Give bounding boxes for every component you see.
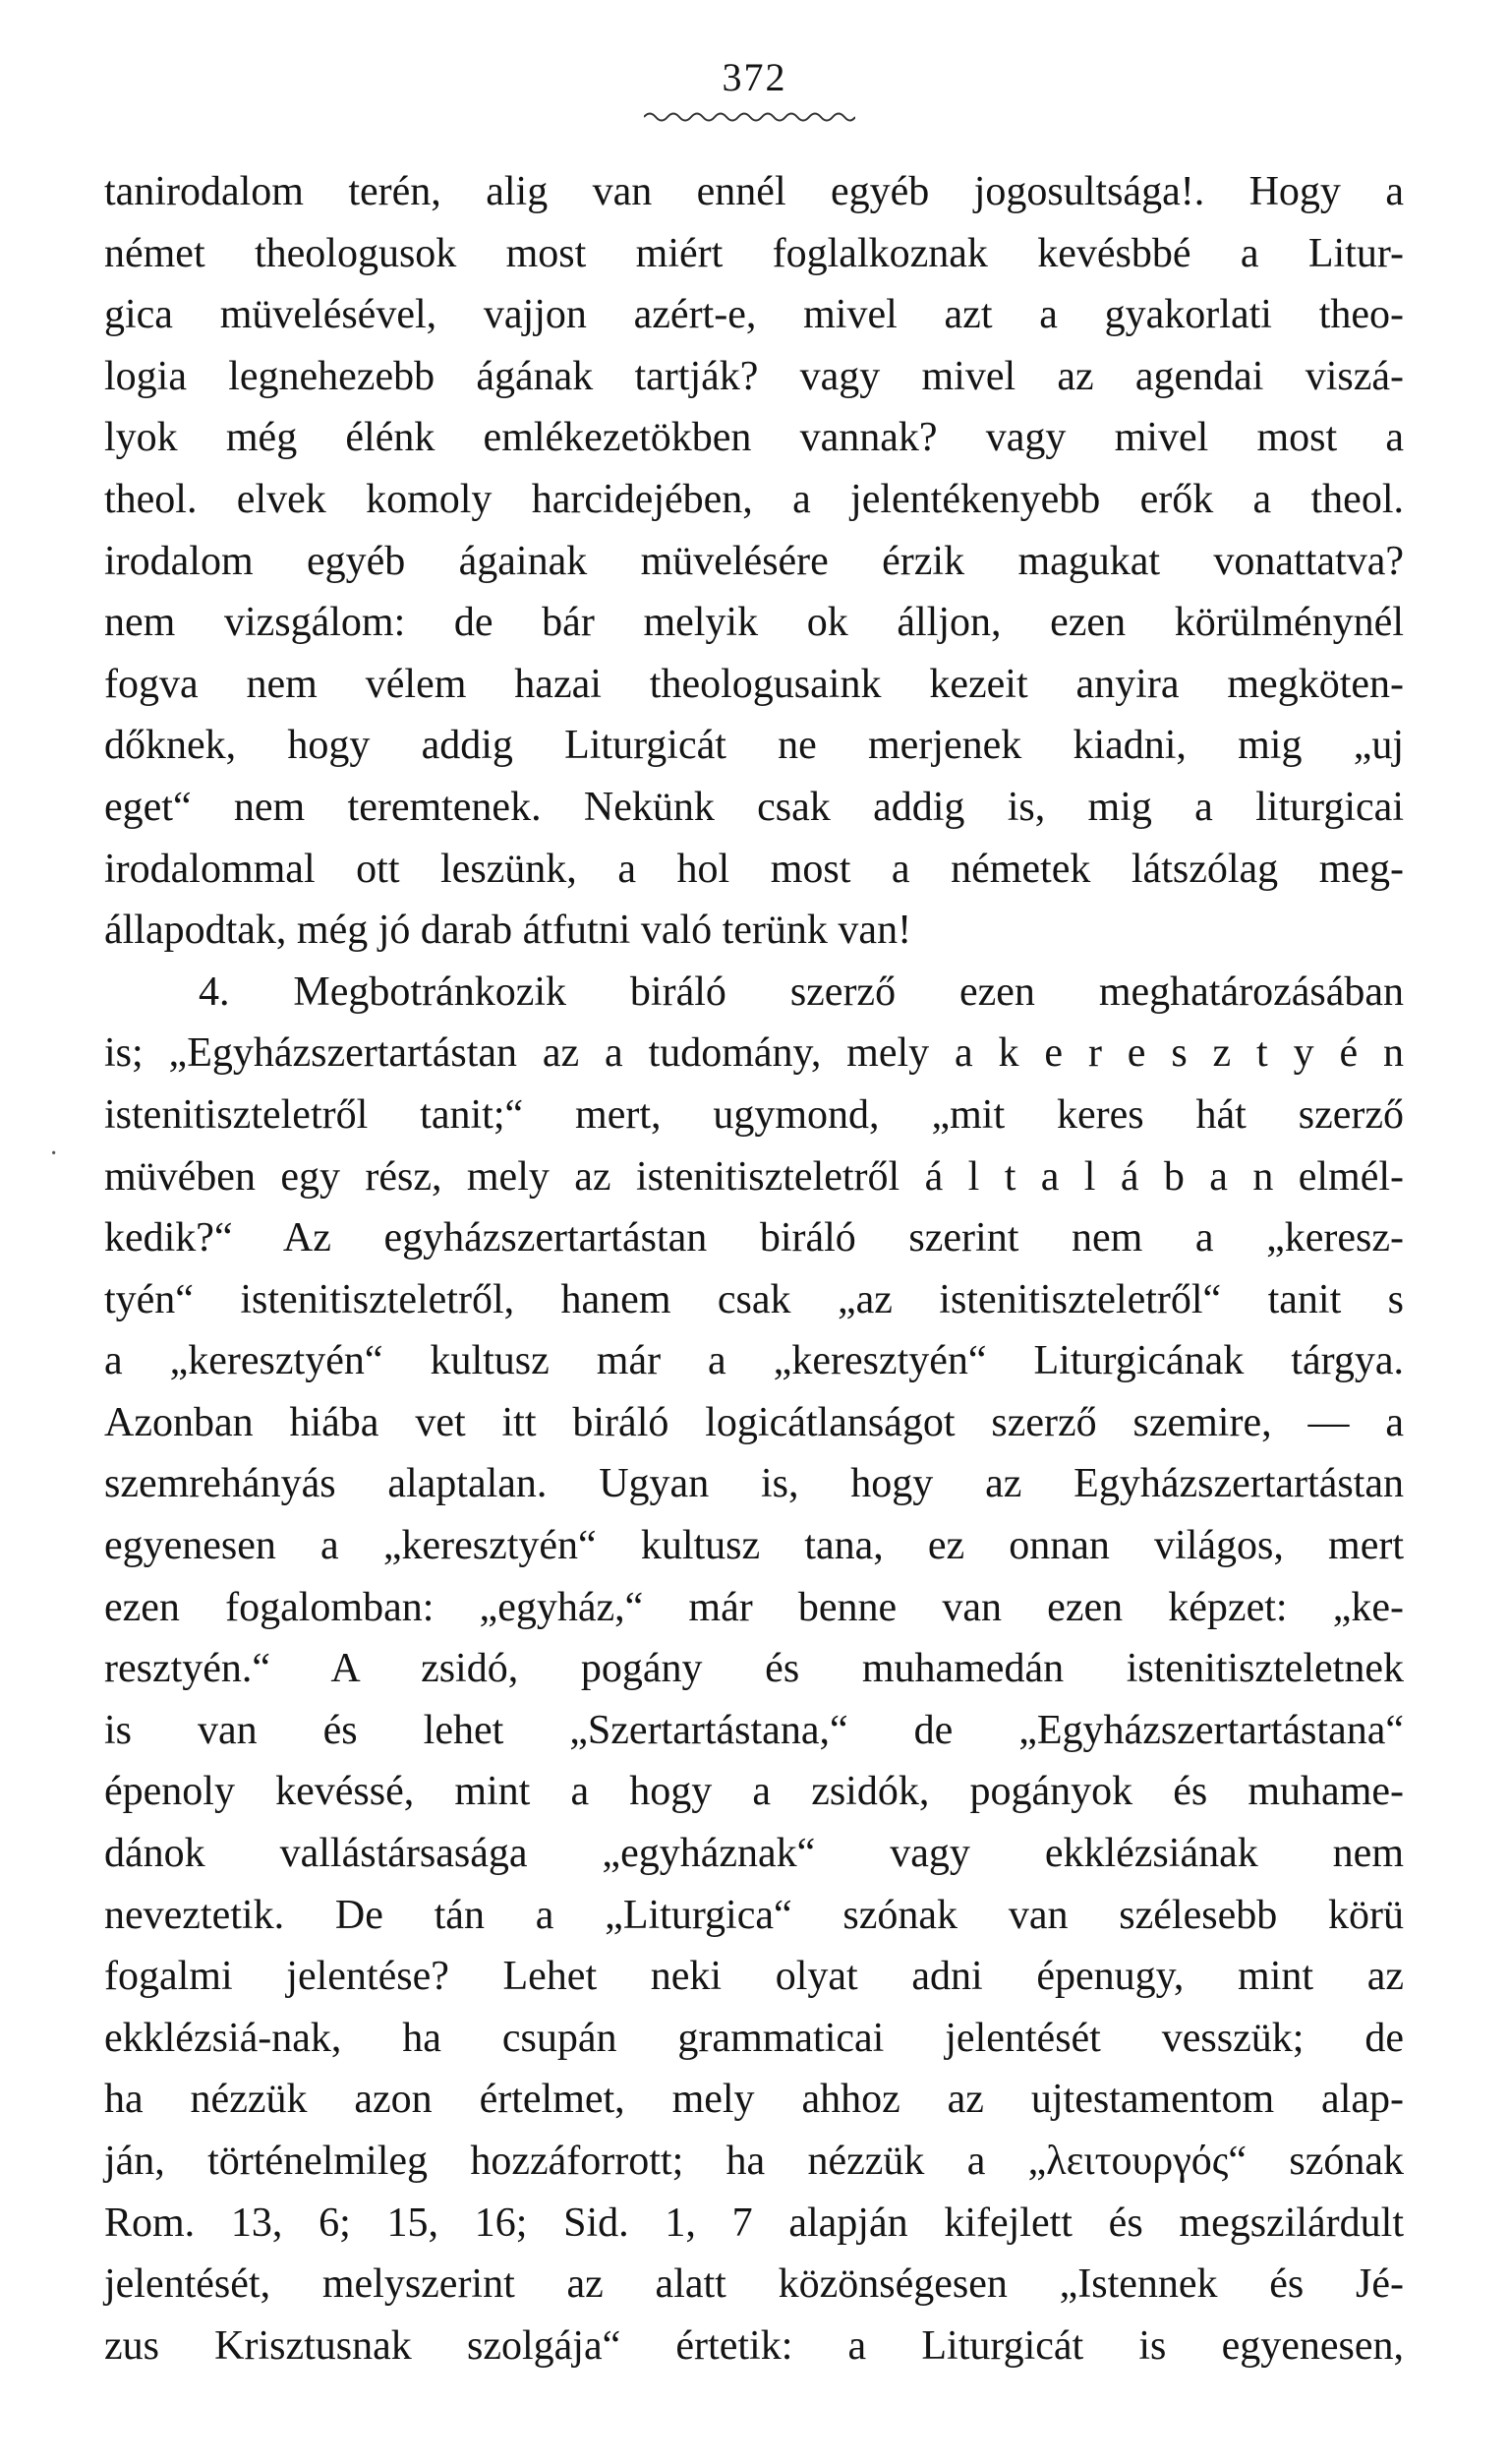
text-line: nem vizsgálom: de bár melyik ok álljon, ezen körülménynél bbox=[104, 600, 1404, 646]
page-number: 372 bbox=[722, 55, 787, 99]
text-line: kedik?“ Az egyházszertartástan biráló szerint nem a „keresz- bbox=[104, 1215, 1404, 1261]
text-line: ekklézsiá-nak, ha csupán grammaticai jelentését vesszük; de bbox=[104, 2015, 1404, 2061]
text-line: istenitiszteletről tanit;“ mert, ugymond, „mit keres hát szerző bbox=[104, 1091, 1404, 1138]
text-line: eget“ nem teremtenek. Nekünk csak addig is, mig a liturgicai bbox=[104, 784, 1404, 830]
text-line: ha nézzük azon értelmet, mely ahhoz az ujtestamentom alap- bbox=[104, 2077, 1404, 2123]
text-line: is van és lehet „Szertartástana,“ de „Egyházszertartástana“ bbox=[104, 1707, 1404, 1753]
wavy-rule-ornament bbox=[644, 110, 855, 124]
text-line: neveztetik. De tán a „Liturgica“ szónak van szélesebb körü bbox=[104, 1892, 1404, 1938]
text-line: a „keresztyén“ kultusz már a „keresztyén“ Liturgicának tárgya. bbox=[104, 1338, 1404, 1384]
text-line: lyok még élénk emlékezetökben vannak? vagy mivel most a bbox=[104, 415, 1404, 461]
body-text bbox=[104, 161, 1404, 2376]
text-line: tyén“ istenitiszteletről, hanem csak „az istenitiszteletről“ tanit s bbox=[104, 1276, 1404, 1322]
text-line: tanirodalom terén, alig van ennél egyéb jogosultsága!. Hogy a bbox=[104, 169, 1404, 214]
text-line: theol. elvek komoly harcidejében, a jelentékenyebb erők a theol. bbox=[104, 476, 1404, 522]
text-line: resztyén.“ A zsidó, pogány és muhamedán istenitiszteletnek bbox=[104, 1646, 1404, 1692]
text-line: német theologusok most miért foglalkoznak kevésbbé a Litur- bbox=[104, 230, 1404, 276]
paragraph-start-line: 4. Megbotránkozik biráló szerző ezen meghatározásában bbox=[199, 968, 1404, 1015]
text-line: fogalmi jelentése? Lehet neki olyat adni épenugy, mint az bbox=[104, 1954, 1404, 2000]
text-line: Rom. 13, 6; 15, 16; Sid. 1, 7 alapján kifejlett és megszilárdult bbox=[104, 2200, 1404, 2246]
text-line: egyenesen a „keresztyén“ kultusz tana, ez onnan világos, mert bbox=[104, 1523, 1404, 1569]
text-line: is; „Egyházszertartástan az a tudomány, mely a k e r e s z t y é n bbox=[104, 1030, 1404, 1077]
text-line: irodalommal ott leszünk, a hol most a németek látszólag meg- bbox=[104, 846, 1404, 892]
text-line: jelentését, melyszerint az alatt közönségesen „Istennek és Jé- bbox=[104, 2261, 1404, 2308]
text-line: ján, történelmileg hozzáforrott; ha nézzük a „λειτουργός“ szónak bbox=[104, 2139, 1404, 2184]
text-line: ezen fogalomban: „egyház,“ már benne van ezen képzet: „ke- bbox=[104, 1584, 1404, 1630]
text-line: dánok vallástársasága „egyháznak“ vagy ekklézsiának nem bbox=[104, 1831, 1404, 1877]
text-line: zus Krisztusnak szolgája“ értetik: a Liturgicát is egyenesen, bbox=[104, 2322, 1404, 2369]
text-line: fogva nem vélem hazai theologusaink kezeit anyira megköten- bbox=[104, 661, 1404, 707]
text-line: szemrehányás alaptalan. Ugyan is, hogy az Egyházszertartástan bbox=[104, 1461, 1404, 1507]
text-line: épenoly kevéssé, mint a hogy a zsidók, pogányok és muhame- bbox=[104, 1769, 1404, 1815]
text-line: logia legnehezebb ágának tartják? vagy mivel az agendai viszá- bbox=[104, 353, 1404, 399]
text-line: dőknek, hogy addig Liturgicát ne merjenek kiadni, mig „uj bbox=[104, 723, 1404, 769]
text-line: irodalom egyéb ágainak müvelésére érzik magukat vonattatva? bbox=[104, 538, 1404, 584]
text-line: müvében egy rész, mely az istenitiszteletről á l t a l á b a n elmél- bbox=[104, 1153, 1404, 1200]
text-line: gica müvelésével, vajjon azért-e, mivel azt a gyakorlati theo- bbox=[104, 292, 1404, 338]
print-speck-mark: · bbox=[49, 1139, 59, 1169]
text-line: állapodtak, még jó darab átfutni való terünk van! bbox=[104, 908, 912, 954]
text-line: Azonban hiába vet itt biráló logicátlanságot szerző szemire, — a bbox=[104, 1399, 1404, 1445]
